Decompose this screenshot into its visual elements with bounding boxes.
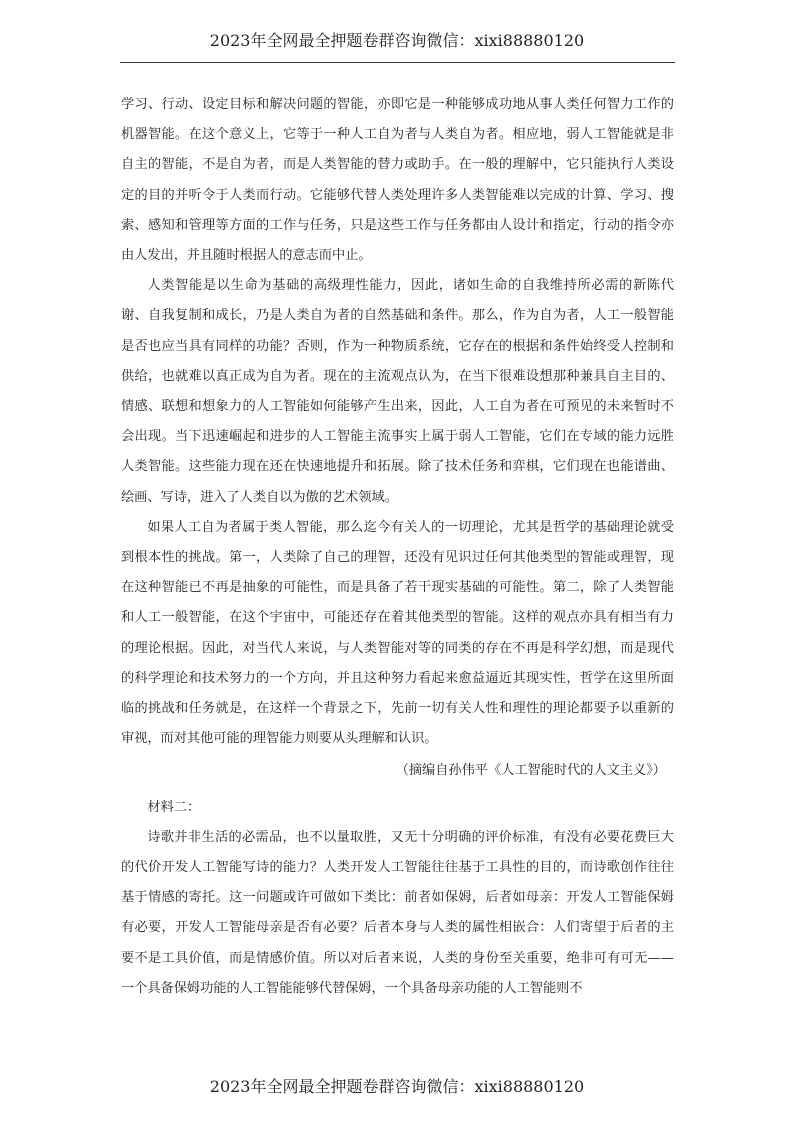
article-body xyxy=(121,90,674,1004)
header-divider xyxy=(120,62,675,63)
paragraph: 人类智能是以生命为基础的高级理性能力，因此，诸如生命的自我维持所必需的新陈代谢、自我复制和成长，乃是人类自为者的自然基础和条件。那么，作为自为者，人工一般智能是否也应当具有同样的功能？否则，作为一种物质系统，它存在的根据和条件始终受人控制和供给，也就难以真正成为自为者。现在的主流观点认为，在当下很难设想那种兼具自主目的、情感、联想和想象力的人工智能如何能够产生出来，因此，人工自为者在可预见的未来暂时不会出现。当下迅速崛起和进步的人工智能主流事实上属于弱人工智能，它们在专域的能力远胜人类智能。这些能力现在还在快速地提升和拓展。除了技术任务和弈棋，它们现在也能谱曲、绘画、写诗，进入了人类自以为傲的艺术领域。 xyxy=(121,278,674,505)
material-paragraph: 诗歌并非生活的必需品，也不以量取胜，又无十分明确的评价标准，有没有必要花费巨大的代价开发人工智能写诗的能力？人类开发人工智能往往基于工具性的目的，而诗歌创作往往基于情感的寄托。这一问题或许可做如下类比：前者如保姆，后者如母亲：开发人工智能保姆有必要，开发人工智能母亲是否有必要？后者本身与人类的属性相嵌合：人们寄望于后者的主要不是工具价值，而是情感价值。所以对后者来说，人类的身份至关重要，绝非可有可无——一个具备保姆功能的人工智能能够代替保姆，一个具备母亲功能的人工智能则不 xyxy=(121,829,674,996)
page-header: 2023年全网最全押题卷群咨询微信：xixi88880120 xyxy=(209,31,585,50)
paragraph: 如果人工自为者属于类人智能，那么迄今有关人的一切理论，尤其是哲学的基础理论就受到根本性的挑战。第一，人类除了自己的理智，还没有见识过任何其他类型的智能或理智，现在这种智能已不再是抽象的可能性，而是具备了若干现实基础的可能性。第二，除了人类智能和人工一般智能，在这个宇宙中，可能还存在着其他类型的智能。这样的观点亦具有相当有力的理论根据。因此，对当代人来说，与人类智能对等的同类的存在不再是科学幻想，而是现代的科学理论和技术努力的一个方向，并且这种努力看起来愈益逼近其现实性，哲学在这里所面临的挑战和任务就是，在这样一个背景之下，先前一切有关人性和理性的理论都要予以重新的审视，而对其他可能的理智能力则要从头理解和认识。 xyxy=(121,519,674,747)
page-footer: 2023年全网最全押题卷群咨询微信：xixi88880120 xyxy=(209,1077,585,1096)
paragraph-continued: 学习、行动、设定目标和解决问题的智能，亦即它是一种能够成功地从事人类任何智力工作的机器智能。在这个意义上，它等于一种人工自为者与人类自为者。相应地，弱人工智能就是非自主的智能，不是自为者，而是人类智能的替力或助手。在一般的理解中，它只能执行人类设定的目的并听令于人类而行动。它能够代替人类处理许多人类智能难以完成的计算、学习、搜索、感知和管理等方面的工作与任务，只是这些工作与任务都由人设计和指定，行动的指令亦由人发出，并且随时根据人的意志而中止。 xyxy=(121,97,674,264)
source-citation: （摘编自孙伟平《人工智能时代的人文主义》） xyxy=(395,763,666,779)
material-label: 材料二： xyxy=(147,799,201,815)
